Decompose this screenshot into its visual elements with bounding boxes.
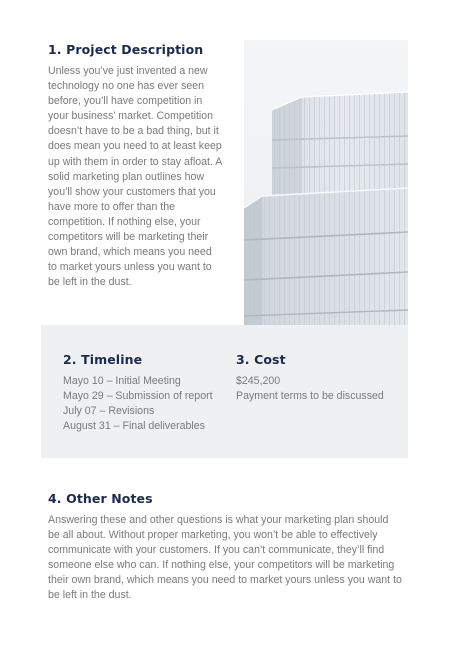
payment-terms: Payment terms to be discussed [236,390,384,402]
project-description-text: Unless you’ve just invented a new technology no one has ever seen before, you’ll have competition in your business’ market. Competition doesn’t have to be a bad thing, but it does mean you need to at least keep up with them in order to stay afloat. A solid marketing plan outlines how you’ll show your customers that you have more to offer than the competition. If nothing else, your competitors will be marketing their own brand, which means you need to market yours unless you want to be left in the dust. [48,65,222,289]
timeline-item: Mayo 29 – Submission of report [63,390,213,402]
cost-amount: $245,200 [236,375,281,387]
cost-heading: 3. Cost [236,352,286,367]
timeline-item: August 31 – Final deliverables [63,420,205,432]
building-photo [244,40,408,325]
timeline-item: Mayo 10 – Initial Meeting [63,375,181,387]
timeline-heading: 2. Timeline [63,352,143,367]
other-notes-heading: 4. Other Notes [48,491,153,506]
other-notes-text: Answering these and other questions is what your marketing plan should be all about. Without proper marketing, you won’t be able to effectively communicate with your customers. If you can’t communicate, they’ll find someone else who can. If nothing else, your competitors will be marketing their own brand, which means you need to market yours unless you want to be left in the dust. [48,514,402,602]
timeline-item: July 07 – Revisions [63,405,155,417]
project-description-heading: 1. Project Description [48,42,204,57]
